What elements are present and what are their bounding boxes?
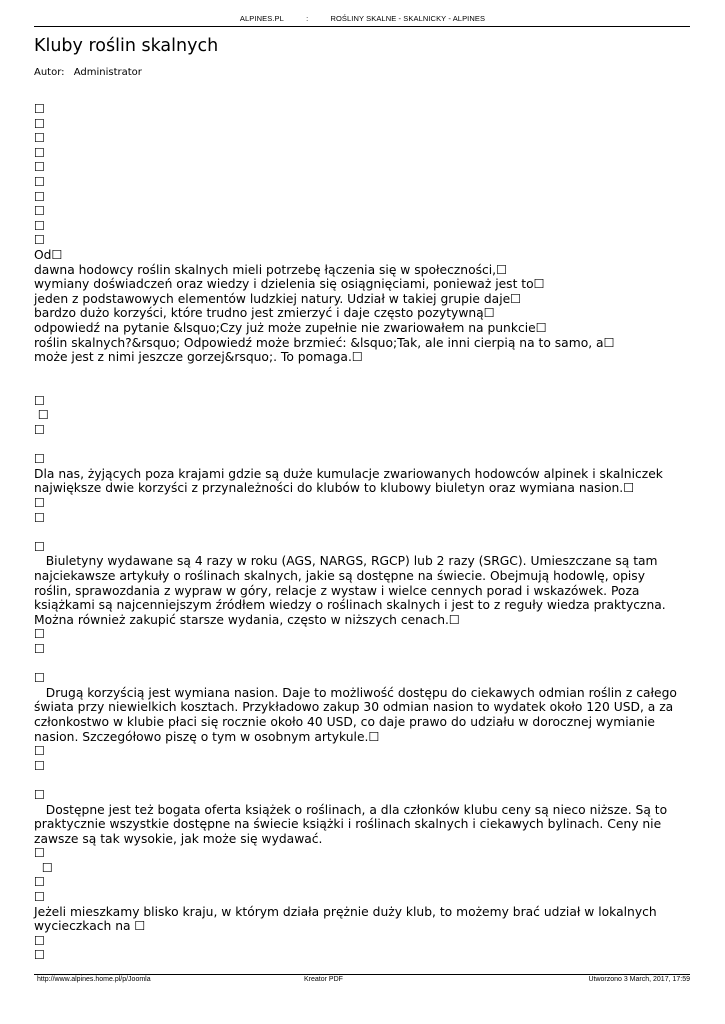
text-line: zawsze są tak wysokie, jak może się wydawać.: [34, 831, 323, 846]
placeholder-box: ☐: [34, 174, 46, 189]
placeholder-box: ☐: [34, 671, 46, 686]
text-line: roślin, sprawozdania z wypraw w góry, relacje z wystaw i wielce cennych porad i wskazówek. Poza: [34, 583, 640, 598]
placeholder-box: ☐: [34, 875, 46, 890]
placeholder-box: ☐: [34, 496, 46, 511]
header-separator: :: [306, 14, 309, 23]
footer-created: Utworzono 3 March, 2017, 17:59: [588, 976, 690, 983]
text-line: jeden z podstawowych elementów ludzkiej natury. Udział w takiej grupie daje☐: [34, 291, 522, 306]
article-title: Kluby roślin skalnych: [34, 36, 219, 56]
footer-url: http://www.alpines.home.pl/p/Joomla: [37, 976, 151, 983]
placeholder-box: ☐: [34, 131, 46, 146]
placeholder-box: ☐: [34, 408, 49, 423]
placeholder-box: ☐: [34, 758, 46, 773]
text-line: Można również zakupić starsze wydania, często w niższych cenach.☐: [34, 612, 460, 627]
text-line: Dostępne jest też bogata oferta książek o roślinach, a dla członków klubu ceny są nieco niższe. Są to: [34, 802, 668, 817]
article-body: [34, 102, 694, 963]
text-line: roślin skalnych?&rsquo; Odpowiedź może brzmieć: &lsquo;Tak, ale inni cierpią na to samo, a☐: [34, 335, 615, 350]
placeholder-box: ☐: [34, 890, 46, 905]
text-line: praktycznie wszystkie dostępne na świecie książki i roślinach skalnych i ciekawych bylinach. Ceny nie: [34, 817, 662, 832]
placeholder-box: ☐: [34, 744, 46, 759]
placeholder-box: ☐: [34, 860, 53, 875]
header-rule: [34, 26, 690, 27]
placeholder-box: ☐: [34, 510, 46, 525]
text-line: bardzo dużo korzyści, które trudno jest zmierzyć i daje często pozytywną☐: [34, 306, 495, 321]
placeholder-box: ☐: [34, 539, 46, 554]
text-line: wymiany doświadczeń oraz wiedzy i dzielenia się osiągnięciami, ponieważ jest to☐: [34, 277, 545, 292]
placeholder-box: ☐: [34, 218, 46, 233]
text-line: może jest z nimi jeszcze gorzej&rsquo;. To pomaga.☐: [34, 350, 363, 365]
placeholder-box: ☐: [34, 189, 46, 204]
text-line: dawna hodowcy roślin skalnych mieli potrzebę łączenia się w społeczności,☐: [34, 262, 508, 277]
placeholder-box: ☐: [34, 233, 46, 248]
text-line: największe dwie korzyści z przynależności do klubów to klubowy biuletyn oraz wymiana nasion.☐: [34, 481, 635, 496]
placeholder-box: ☐: [34, 102, 46, 116]
author-name: Administrator: [73, 67, 142, 78]
page-footer: [34, 976, 690, 988]
text-line: odpowiedź na pytanie &lsquo;Czy już może zupełnie nie zwariowałem na punkcie☐: [34, 320, 547, 335]
paragraph-books: [34, 803, 694, 847]
text-line: książkami są najcenniejszym źródłem wiedzy o roślinach skalnych i jest to z reguły wiedza praktyczna.: [34, 598, 666, 613]
footer-generator: Kreator PDF: [304, 976, 343, 983]
header-section: ROŚLINY SKALNE - SKALNICKY - ALPINES: [330, 14, 486, 23]
text-line: Dla nas, żyjących poza krajami gdzie są duże kumulacje zwariowanych hodowców alpinek i skalniczek: [34, 466, 663, 481]
placeholder-box: ☐: [34, 787, 46, 802]
article-author: [34, 67, 142, 78]
placeholder-box: ☐: [34, 627, 46, 642]
placeholder-box: ☐: [34, 641, 46, 656]
placeholder-box: ☐: [34, 846, 46, 861]
page-header: [0, 14, 725, 23]
paragraph-intro: [34, 248, 694, 365]
text-line: najciekawsze artykuły o roślinach skalnych, jakie są dostępne na świecie. Obejmują hodowlę, opisy: [34, 569, 645, 583]
paragraph-bulletins: [34, 554, 694, 627]
header-site: ALPINES.PL: [239, 14, 284, 23]
placeholder-box: ☐: [34, 452, 46, 467]
text-line: nasion. Szczegółowo piszę o tym w osobnym artykule.☐: [34, 729, 380, 744]
placeholder-box: ☐: [34, 948, 46, 963]
text-line: członkostwo w klubie płaci się rocznie około 40 USD, co daje prawo do udziału w dorocznej wymianie: [34, 714, 655, 729]
text-line: wycieczkach na ☐: [34, 919, 146, 934]
text-line: Jeżeli mieszkamy blisko kraju, w którym działa prężnie duży klub, to możemy brać udział w lokalnych: [34, 904, 657, 919]
placeholder-box: ☐: [34, 393, 46, 408]
placeholder-box: ☐: [34, 116, 46, 131]
text-line: świata przy niewielkich kosztach. Przykładowo zakup 30 odmian nasion to wydatek około 120 USD, a za: [34, 700, 674, 715]
paragraph-benefits: [34, 467, 694, 496]
author-label: Autor:: [34, 67, 65, 78]
text-line: Drugą korzyścią jest wymiana nasion. Daje to możliwość dostępu do ciekawych odmian roślin z całego: [34, 685, 677, 700]
placeholder-box: ☐: [34, 204, 46, 219]
placeholder-box: ☐: [34, 160, 46, 175]
text-line: Biuletyny wydawane są 4 razy w roku (AGS, NARGS, RGCP) lub 2 razy (SRGC). Umieszczane są tam: [34, 554, 658, 569]
placeholder-box: ☐: [34, 145, 46, 160]
footer-rule: [34, 974, 690, 975]
placeholder-box: ☐: [34, 933, 46, 948]
paragraph-seed-exchange: [34, 686, 694, 744]
paragraph-trips: [34, 905, 694, 934]
text-line: Od☐: [34, 247, 63, 262]
placeholder-box: ☐: [34, 423, 46, 438]
